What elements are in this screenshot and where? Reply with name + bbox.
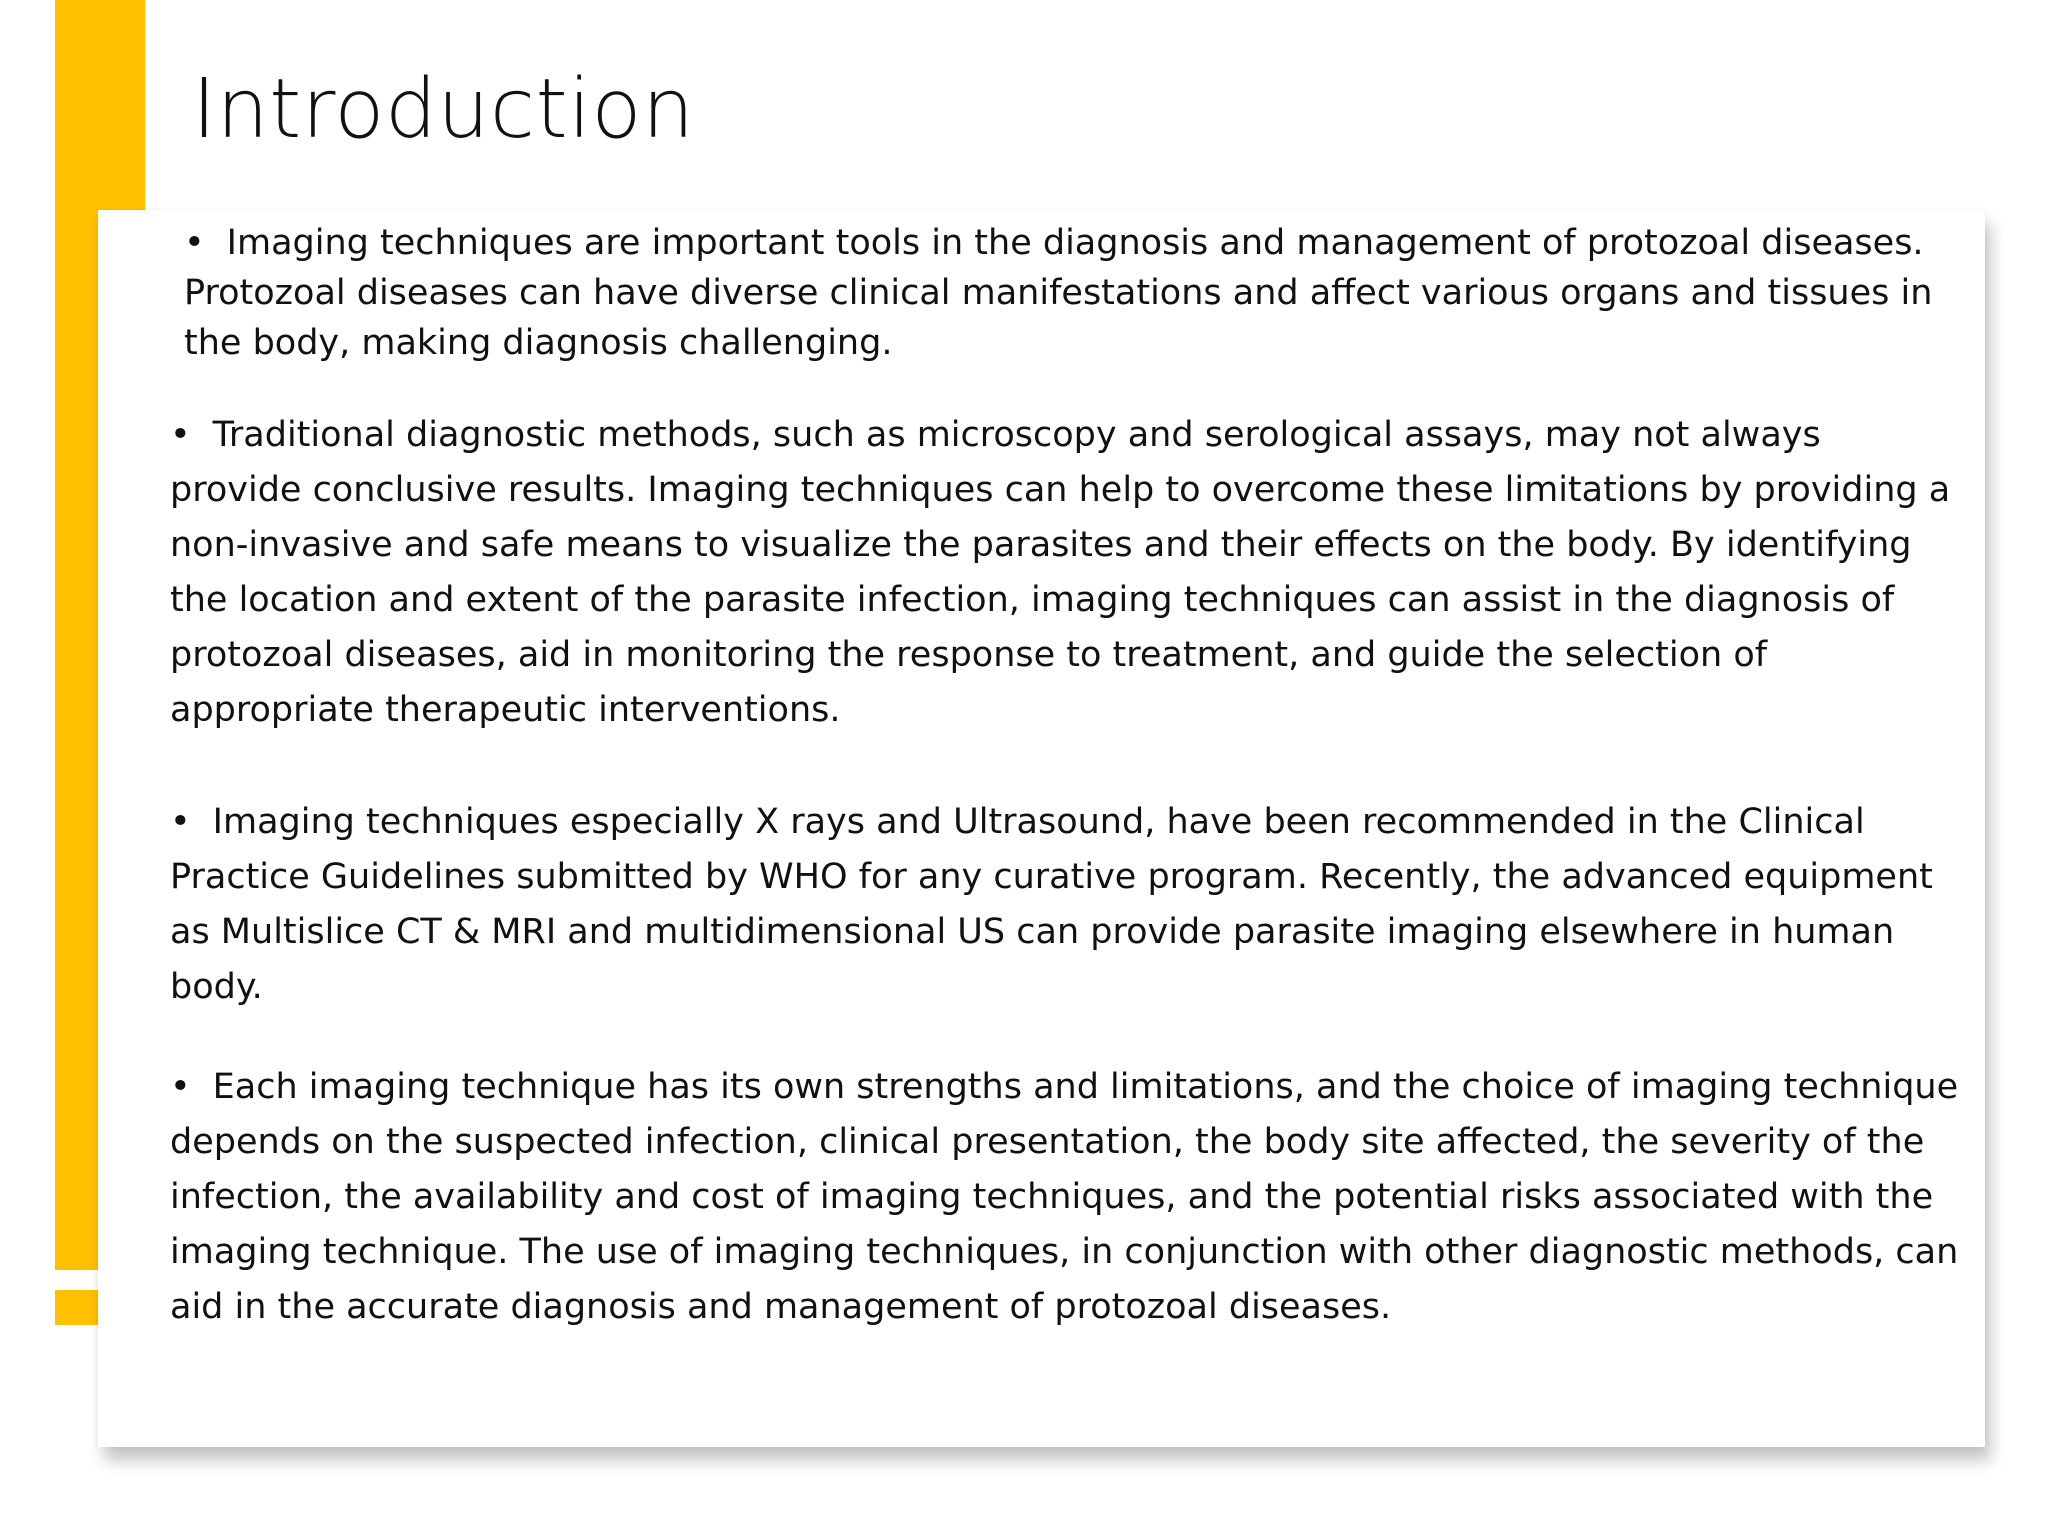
slide-title: Introduction <box>192 62 695 157</box>
accent-bar-side <box>55 210 98 1270</box>
accent-bar-stub <box>55 1290 98 1325</box>
bullet-icon: • <box>170 415 191 455</box>
bullet-icon: • <box>170 802 191 842</box>
accent-bar-top <box>55 0 145 210</box>
bullet-paragraph-3-text: Imaging techniques especially X rays and Ultrasound, have been recommended in the Clinical Practice Guidelines submitted by WHO for any curative program. Recently, the advanced equipment as Multislice CT & MRI and multidimensional US can provide parasite imaging elsewhere in human body. <box>170 802 1933 1007</box>
bullet-paragraph-2-text: Traditional diagnostic methods, such as microscopy and serological assays, may not always provide conclusive results. Imaging techniques can help to overcome these limitations by providing a non-invasive and safe means to visualize the parasites and their effects on the body. By identifying the location and extent of the parasite infection, imaging techniques can assist in the diagnosis of protozoal diseases, aid in monitoring the response to treatment, and guide the selection of appropriate therapeutic interventions. <box>170 415 1951 730</box>
bullet-paragraph-4-text: Each imaging technique has its own strengths and limitations, and the choice of imaging technique depends on the suspected infection, clinical presentation, the body site affected, the severity of the infection, the availability and cost of imaging techniques, and the potential risks associated with the imaging technique. The use of imaging techniques, in conjunction with other diagnostic methods, can aid in the accurate diagnosis and management of protozoal diseases. <box>170 1067 1959 1327</box>
bullet-icon: • <box>184 223 205 263</box>
bullet-paragraph-4 <box>170 1060 1960 1335</box>
bullet-paragraph-3 <box>170 795 1960 1015</box>
bullet-icon: • <box>170 1067 191 1107</box>
bullet-paragraph-1 <box>184 218 1954 368</box>
bullet-paragraph-2 <box>170 408 1960 738</box>
bullet-paragraph-1-text: Imaging techniques are important tools in the diagnosis and management of protozoal diseases. Protozoal diseases can have diverse clinical manifestations and affect various organs and tissues in the body, making diagnosis challenging. <box>184 223 1933 363</box>
